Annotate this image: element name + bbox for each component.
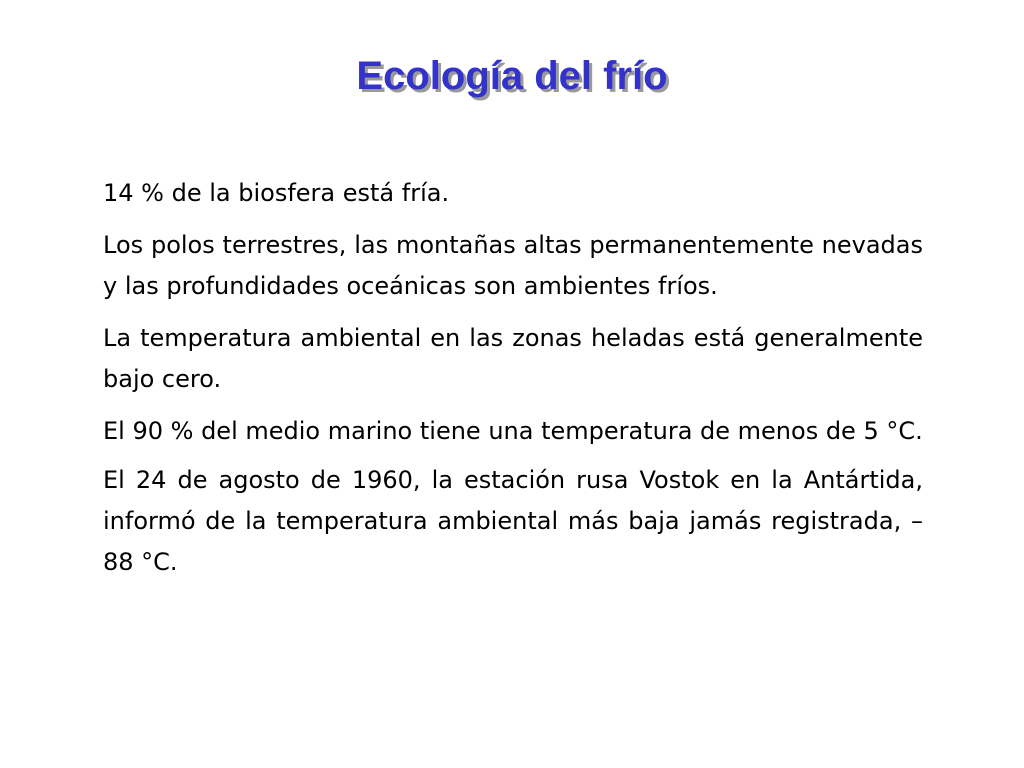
paragraph-cold-environments: Los polos terrestres, las montañas altas permanentemente nevadas y las profundidades oceánicas son ambientes fríos. <box>103 231 923 300</box>
paragraph-biosphere: 14 % de la biosfera está fría. <box>103 179 450 207</box>
slide-title: Ecología del frío <box>356 54 668 98</box>
paragraph-frozen-zones: La temperatura ambiental en las zonas heladas está generalmente bajo cero. <box>103 324 923 393</box>
paragraph-marine-temperature: El 90 % del medio marino tiene una temperatura de menos de 5 °C. <box>103 417 923 445</box>
paragraph-vostok-record: El 24 de agosto de 1960, la estación rusa Vostok en la Antártida, informó de la temperatura ambiental más baja jamás registrada, –88 °C. <box>103 466 923 576</box>
slide-body <box>103 173 923 583</box>
